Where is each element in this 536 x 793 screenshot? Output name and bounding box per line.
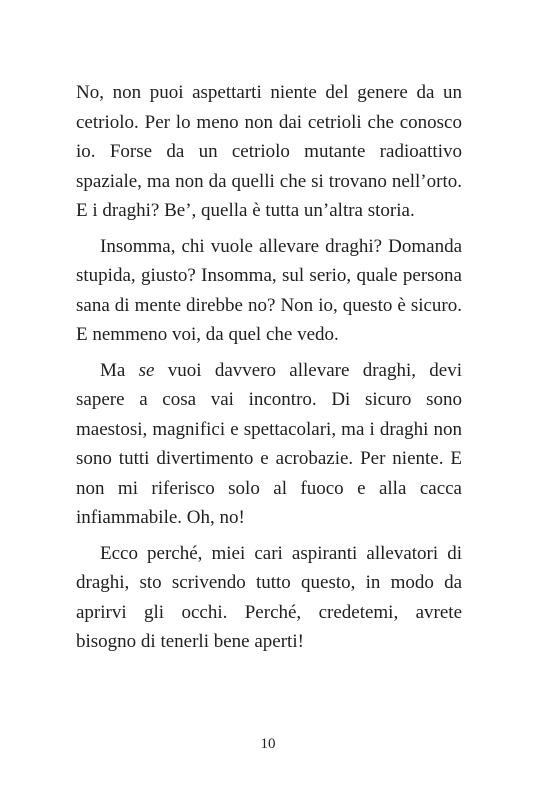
paragraph-3-rest: vuoi davvero allevare draghi, devi sapere a cosa vai incontro. Di sicuro sono maestosi, magnifici e spettacolari, ma i draghi non sono tutti divertimento e acrobazie. Per niente. E non mi riferisco solo al fuoco e alla cacca infiammabile. Oh, no! [76,359,463,528]
paragraph-3-start: Ma [100,359,139,381]
paragraph-3 [76,356,462,533]
paragraph-4: Ecco perché, miei cari aspiranti allevatori di draghi, sto scrivendo tutto questo, in modo da aprirvi gli occhi. Perché, credetemi, avrete bisogno di tenerli bene aperti! [76,542,462,652]
paragraph-1: No, non puoi aspettarti niente del genere da un cetriolo. Per lo meno non dai cetrioli che conosco io. Forse da un cetriolo mutante radioattivo spaziale, ma non da quelli che si trovano nell’orto. E i draghi? Be’, quella è tutta un’altra storia. [76,82,462,221]
body-text [76,78,462,663]
paragraph-3-emphasis: se [138,359,155,381]
page-number: 10 [260,736,276,752]
paragraph-2: Insomma, chi vuole allevare draghi? Domanda stupida, giusto? Insomma, sul serio, quale persona sana di mente direbbe no? Non io, questo è sicuro. E nemmeno voi, da quel che vedo. [76,235,462,345]
